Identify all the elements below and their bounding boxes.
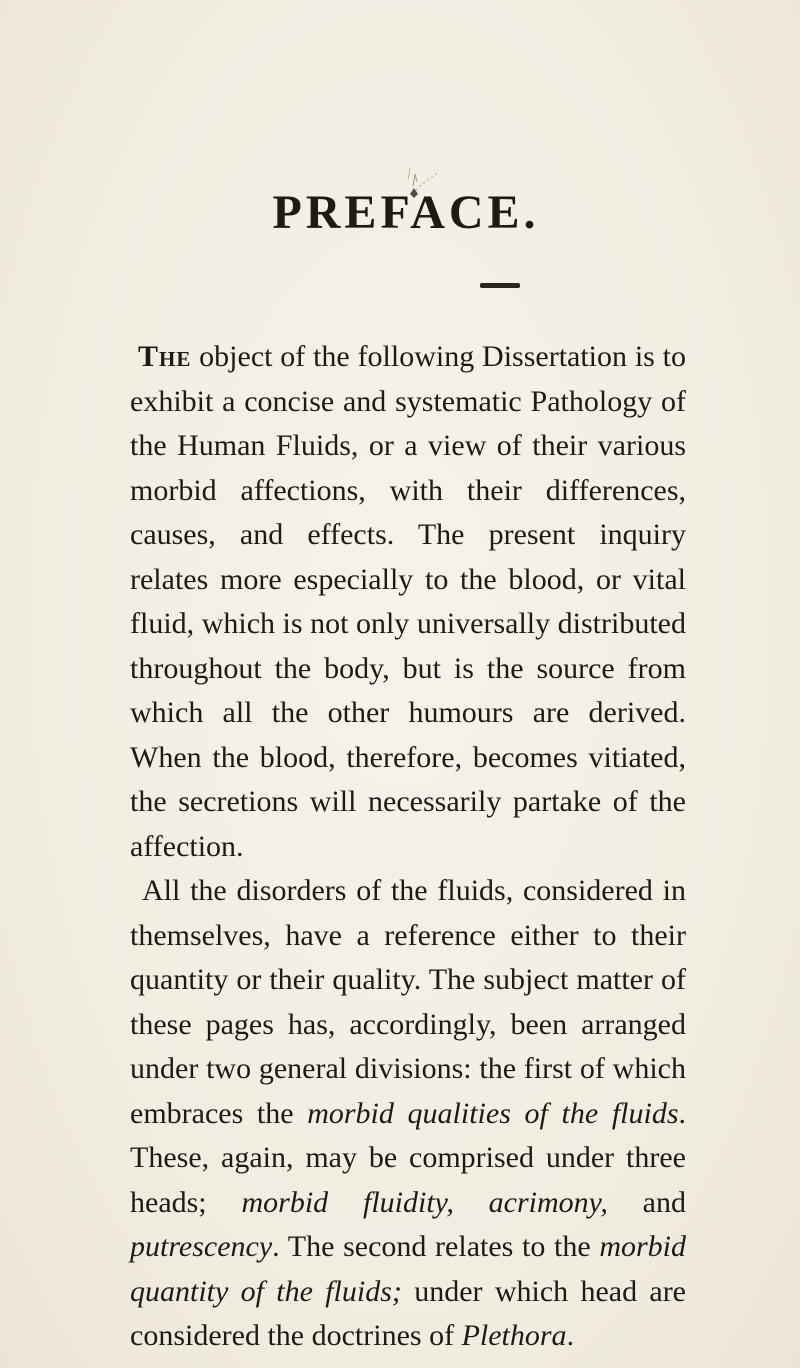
- paragraph-2-text: All the disorders of the fluids, considered in themselves, have a reference either to their quantity or their quality. The subject matter of these pages has, accordingly, been arranged under two general divisions: the first of which embraces the: [130, 874, 686, 1130]
- paragraph-2-text: . These, again, may be comprised under three heads;: [130, 1096, 686, 1219]
- emphasis-putrescency: putrescency: [130, 1230, 273, 1263]
- paragraph-2-text: . The second relates to the: [272, 1230, 600, 1263]
- paragraph-2-text: and: [607, 1185, 686, 1219]
- paragraph-2-text: under which head are considered the doctrines of: [130, 1274, 687, 1352]
- preface-body: [130, 335, 686, 1359]
- drop-word: The: [138, 340, 192, 373]
- paragraph-1-text: object of the following Dissertation is to exhibit a concise and systematic Pathology of the Human Fluids, or a view of their various morbid affections, with their differences, causes, and effects. The present inquiry relates more especially to the blood, or vital fluid, which is not only universally distributed throughout the body, but is the source from which all the other humours are derived. When the blood, therefore, becomes vitiated, the secretions will necessarily partake of the affection.: [130, 340, 686, 863]
- paragraph-1: [130, 335, 686, 869]
- emphasis-morbid-qualities: morbid qualities of the fluids: [307, 1096, 679, 1130]
- emphasis-plethora: Plethora: [461, 1319, 567, 1352]
- title-rule: [480, 283, 520, 288]
- page-title: PREFACE.: [272, 186, 540, 239]
- paragraph-2-text: .: [566, 1319, 575, 1352]
- paragraph-2: [130, 869, 686, 1359]
- emphasis-morbid-quantity: morbid quantity of the fluids;: [130, 1230, 686, 1308]
- emphasis-fluidity-acrimony: morbid fluidity, acrimony,: [241, 1185, 608, 1219]
